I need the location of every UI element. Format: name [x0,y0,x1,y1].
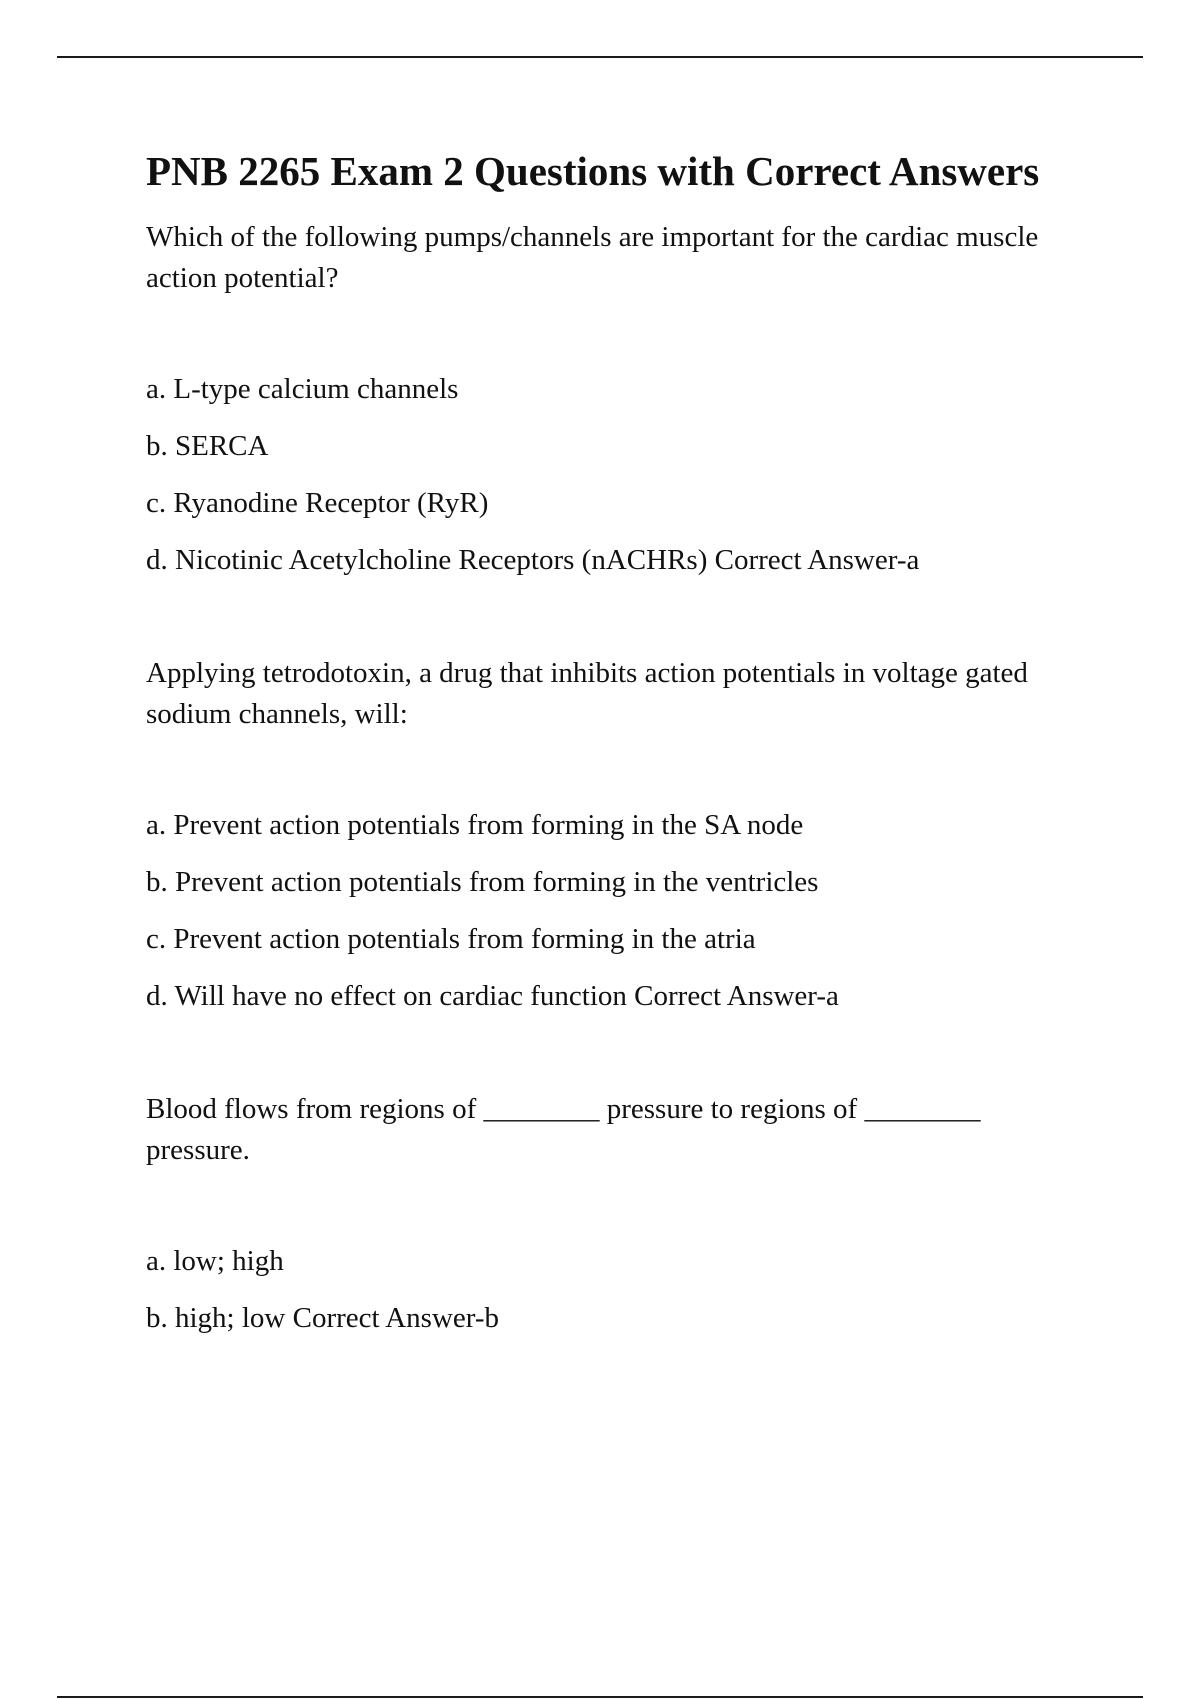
answer-options [146,1241,1086,1339]
answer-option: d. Will have no effect on cardiac function Correct Answer-a [146,980,839,1012]
answer-option: c. Prevent action potentials from forming in the atria [146,923,756,955]
top-rule [57,56,1143,58]
answer-option: c. Ryanodine Receptor (RyR) [146,487,489,519]
question-text: Which of the following pumps/channels are important for the cardiac muscle action potential? [146,221,1039,294]
question-spacer [146,581,1086,653]
answer-option: b. Prevent action potentials from forming in the ventricles [146,866,819,898]
answer-option: a. low; high [146,1245,284,1277]
document-body [146,144,1086,1339]
document-title: PNB 2265 Exam 2 Questions with Correct Answers [146,148,1040,194]
answer-option: b. SERCA [146,430,269,462]
answer-option: b. high; low Correct Answer-b [146,1302,499,1334]
answer-option: a. L-type calcium channels [146,373,459,405]
bottom-rule [57,1696,1143,1698]
question-text: Applying tetrodotoxin, a drug that inhibits action potentials in voltage gated sodium channels, will: [146,657,1028,730]
question-block [146,217,1086,581]
question-block [146,653,1086,1017]
answer-options [146,805,1086,1017]
question-block [146,1089,1086,1339]
answer-options [146,369,1086,581]
answer-option: d. Nicotinic Acetylcholine Receptors (nACHRs) Correct Answer-a [146,544,920,576]
question-text: Blood flows from regions of ________ pressure to regions of ________ pressure. [146,1093,981,1166]
question-spacer [146,1017,1086,1089]
answer-option: a. Prevent action potentials from forming in the SA node [146,809,804,841]
